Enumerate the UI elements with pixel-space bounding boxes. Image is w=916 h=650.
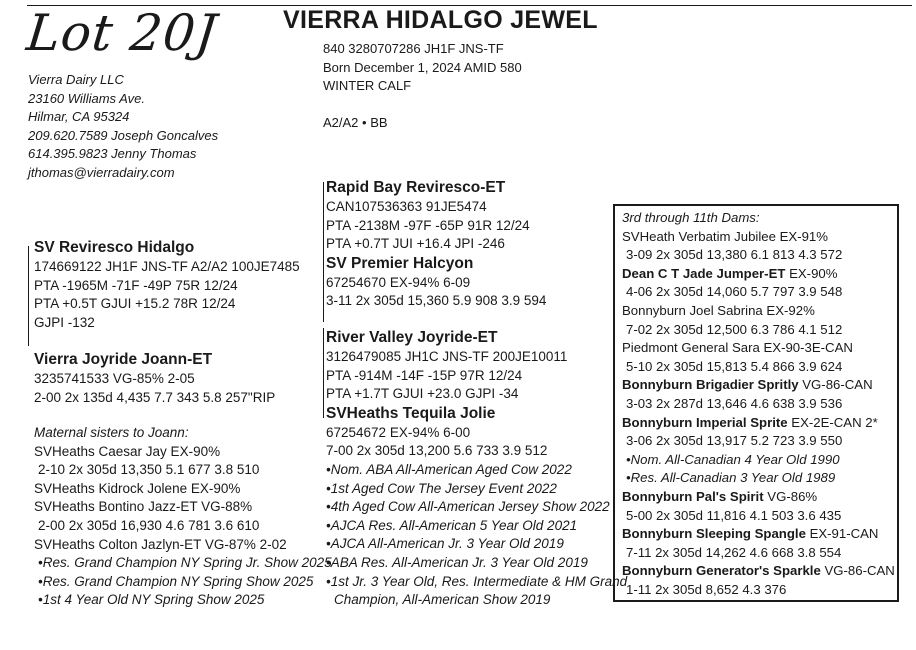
contact-email: jthomas@vierradairy.com bbox=[28, 164, 175, 180]
sister-honor: •Res. Grand Champion NY Spring Show 2025 bbox=[38, 573, 314, 589]
contact-line: 209.620.7589 Joseph Goncalves bbox=[28, 127, 219, 143]
ancestor-classification: VG-86-CAN bbox=[798, 377, 873, 393]
dam-dam-name: SVHeaths Tequila Jolie bbox=[326, 404, 496, 422]
sire-line: 174669122 JH1F JNS-TF A2/A2 100JE7485 bbox=[34, 259, 300, 274]
sisters-heading: Maternal sisters to Joann: bbox=[34, 425, 189, 440]
ancestor-record: 4-06 2x 305d 14,060 5.7 797 3.9 548 bbox=[626, 284, 843, 300]
sire-line: PTA -1965M -71F -49P 75R 12/24 bbox=[34, 277, 238, 293]
genetics-line: A2/A2 • BB bbox=[323, 114, 388, 130]
sire-line: GJPI -132 bbox=[34, 314, 95, 330]
ancestor-name-row bbox=[622, 488, 895, 507]
ancestor-classification: EX-91-CAN bbox=[805, 526, 879, 542]
sire-line: PTA +0.5T GJUI +15.2 78R 12/24 bbox=[34, 296, 236, 312]
ancestor-name: Piedmont General Sara EX-90-3E-CAN bbox=[622, 340, 853, 356]
ancestor-record: 1-11 2x 305d 8,652 4.3 376 bbox=[626, 581, 787, 597]
dam-sire-line: PTA -914M -14F -15P 97R 12/24 bbox=[326, 367, 523, 383]
sister-record: 2-00 2x 305d 16,930 4.6 781 3.6 610 bbox=[38, 517, 260, 533]
sire-dam-name: SV Premier Halcyon bbox=[326, 254, 474, 272]
dam-dam-line: 67254672 EX-94% 6-00 bbox=[326, 424, 471, 440]
dam-dam-line: 7-00 2x 305d 13,200 5.6 733 3.9 512 bbox=[326, 443, 548, 459]
sire-sire-line: PTA +0.7T JUI +16.4 JPI -246 bbox=[326, 236, 505, 252]
ancestor-name: Bonnyburn Brigadier Spritly bbox=[622, 377, 799, 393]
ancestor-honor: •Nom. All-Canadian 4 Year Old 1990 bbox=[626, 451, 840, 467]
dam-dam-honor: •1st Jr. 3 Year Old, Res. Intermediate & HM Grand bbox=[326, 573, 628, 589]
ancestor-record: 5-10 2x 305d 15,813 5.4 866 3.9 624 bbox=[626, 358, 843, 374]
animal-name-title: VIERRA HIDALGO JEWEL bbox=[283, 6, 598, 34]
pedigree-line bbox=[28, 246, 29, 346]
dam-sire-block bbox=[326, 328, 627, 610]
sister-line: SVHeaths Bontino Jazz-ET VG-88% bbox=[34, 499, 253, 515]
ancestor-classification: EX-90% bbox=[785, 265, 838, 281]
dams-heading: 3rd through 11th Dams: bbox=[622, 210, 760, 225]
ancestor-record: 3-09 2x 305d 13,380 6.1 813 4.3 572 bbox=[626, 247, 843, 263]
dam-dam-honor: •AJCA All-American Jr. 3 Year Old 2019 bbox=[326, 536, 564, 552]
ancestor-name: Bonnyburn Joel Sabrina EX-92% bbox=[622, 302, 815, 318]
sister-record: 2-10 2x 305d 13,350 5.1 677 3.8 510 bbox=[38, 462, 260, 478]
sire-block bbox=[34, 238, 300, 332]
ancestor-name-row bbox=[622, 414, 895, 433]
ancestor-name-row bbox=[622, 525, 895, 544]
sire-dam-line: 67254670 EX-94% 6-09 bbox=[326, 274, 471, 290]
dam-sire-line: 3126479085 JH1C JNS-TF 200JE10011 bbox=[326, 349, 568, 364]
dam-line: 2-00 2x 135d 4,435 7.7 343 5.8 257"RIP bbox=[34, 389, 276, 405]
pedigree-line bbox=[323, 328, 324, 418]
dam-dam-honor: •AJCA Res. All-American 5 Year Old 2021 bbox=[326, 517, 578, 533]
header-info bbox=[323, 40, 522, 132]
ancestor-name: Bonnyburn Imperial Sprite bbox=[622, 414, 788, 430]
maternal-sisters bbox=[34, 424, 332, 610]
ancestor-name: SVHeath Verbatim Jubilee EX-91% bbox=[622, 228, 828, 244]
ancestor-name: Bonnyburn Generator's Sparkle bbox=[622, 563, 821, 579]
contact-line: Hilmar, CA 95324 bbox=[28, 109, 130, 125]
ancestor-classification: VG-86-CAN bbox=[820, 563, 895, 579]
contact-line: 23160 Williams Ave. bbox=[28, 90, 145, 106]
dam-sire-name: River Valley Joyride-ET bbox=[326, 329, 498, 346]
ancestor-classification: VG-86% bbox=[763, 488, 818, 504]
ancestor-record: 5-00 2x 305d 11,816 4.1 503 3.6 435 bbox=[626, 507, 842, 523]
dam-dam-honor: •Nom. ABA All-American Aged Cow 2022 bbox=[326, 461, 572, 477]
id-line: 840 3280707286 JH1F JNS-TF bbox=[323, 41, 504, 56]
ancestor-name-row bbox=[622, 376, 895, 395]
birth-line: Born December 1, 2024 AMID 580 bbox=[323, 59, 522, 75]
sister-honor: •Res. Grand Champion NY Spring Jr. Show 2025 bbox=[38, 555, 332, 571]
ancestor-name-row bbox=[622, 562, 895, 581]
dam-dam-honor: •4th Aged Cow All-American Jersey Show 2022 bbox=[326, 499, 610, 515]
ancestor-name-row bbox=[622, 265, 895, 284]
sister-line: SVHeaths Caesar Jay EX-90% bbox=[34, 443, 221, 459]
contact-line: 614.395.9823 Jenny Thomas bbox=[28, 146, 197, 162]
class-line: WINTER CALF bbox=[323, 78, 412, 94]
sire-sire-name: Rapid Bay Reviresco-ET bbox=[326, 179, 506, 196]
sire-sire-line: CAN107536363 91JE5474 bbox=[326, 199, 487, 214]
ancestor-record: 3-03 2x 287d 13,646 4.6 638 3.9 536 bbox=[626, 395, 843, 411]
dam-dam-honor: •1st Aged Cow The Jersey Event 2022 bbox=[326, 480, 557, 496]
ancestor-record: 3-06 2x 305d 13,917 5.2 723 3.9 550 bbox=[626, 433, 843, 449]
dam-sire-line: PTA +1.7T GJUI +23.0 GJPI -34 bbox=[326, 386, 519, 402]
contact-block bbox=[28, 71, 218, 183]
sire-sire-line: PTA -2138M -97F -65P 91R 12/24 bbox=[326, 217, 530, 233]
ancestral-dams-list bbox=[622, 209, 895, 599]
dam-dam-honor: Champion, All-American Show 2019 bbox=[334, 592, 551, 608]
ancestor-record: 7-11 2x 305d 14,262 4.6 668 3.8 554 bbox=[626, 544, 842, 560]
ancestor-name: Bonnyburn Sleeping Spangle bbox=[622, 526, 806, 542]
sister-line: SVHeaths Kidrock Jolene EX-90% bbox=[34, 480, 241, 496]
dam-line: 3235741533 VG-85% 2-05 bbox=[34, 371, 195, 386]
sire-name: SV Reviresco Hidalgo bbox=[34, 239, 195, 256]
lot-number: Lot 20J bbox=[23, 4, 221, 62]
contact-line: Vierra Dairy LLC bbox=[28, 72, 124, 87]
ancestor-name: Bonnyburn Pal's Spirit bbox=[622, 488, 764, 504]
dam-block bbox=[34, 350, 275, 407]
sister-honor: •1st 4 Year Old NY Spring Show 2025 bbox=[38, 592, 265, 608]
dam-dam-honor: •ABA Res. All-American Jr. 3 Year Old 2019 bbox=[326, 554, 588, 570]
sire-dam-line: 3-11 2x 305d 15,360 5.9 908 3.9 594 bbox=[326, 293, 547, 309]
ancestor-name: Dean C T Jade Jumper-ET bbox=[622, 265, 786, 281]
sire-sire-block bbox=[326, 178, 546, 311]
pedigree-line bbox=[323, 182, 324, 322]
ancestor-honor: •Res. All-Canadian 3 Year Old 1989 bbox=[626, 470, 836, 486]
dam-name: Vierra Joyride Joann-ET bbox=[34, 351, 213, 368]
sister-line: SVHeaths Colton Jazlyn-ET VG-87% 2-02 bbox=[34, 536, 287, 552]
ancestor-record: 7-02 2x 305d 12,500 6.3 786 4.1 512 bbox=[626, 321, 843, 337]
ancestor-classification: EX-2E-CAN 2* bbox=[787, 414, 878, 430]
